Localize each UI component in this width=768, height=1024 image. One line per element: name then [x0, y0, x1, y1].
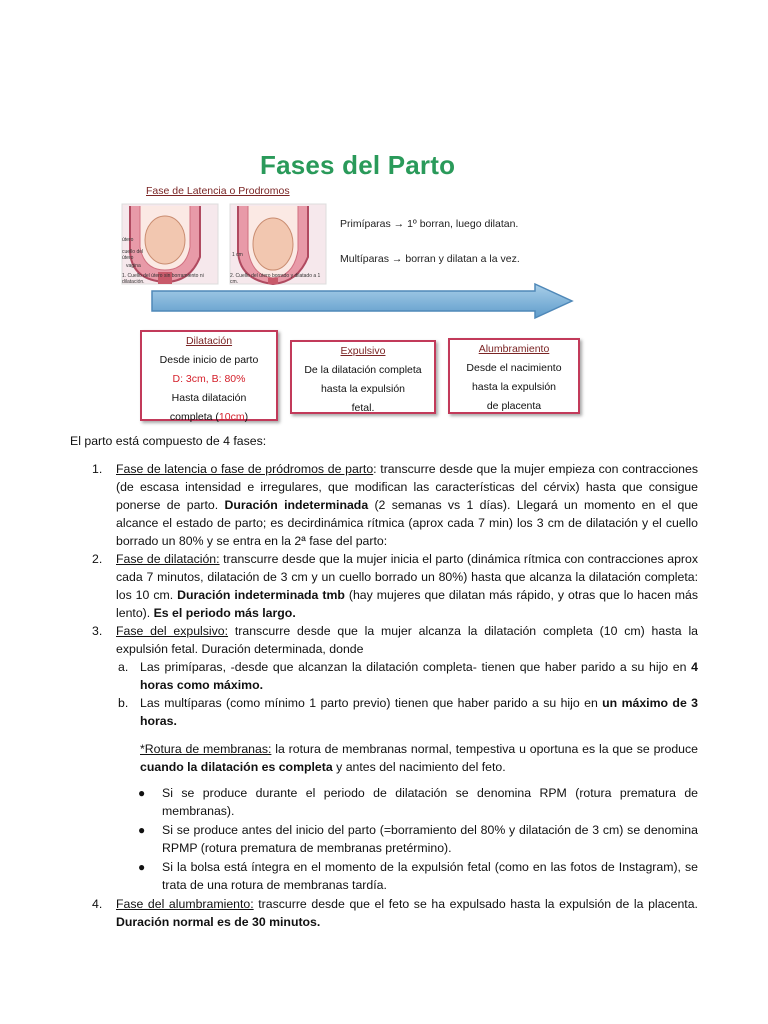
alumbramiento-box-line: de placenta: [486, 400, 542, 412]
list-item: [70, 550, 698, 622]
bullet-item: [116, 858, 698, 894]
dilatacion-box-text: ): [244, 411, 249, 423]
item-text: transcurre desde que la mujer inicia el parto (dinámica rítmica con contracciones aprox cada 7 minutos, dilatación de 3 cm y un cuello borrado un 80%) hasta que alcanza la dilatación completa: los 10 cm.: [116, 552, 698, 602]
timeline-arrow: [150, 282, 575, 320]
expulsivo-box-line: fetal.: [351, 402, 375, 414]
rotura-bold: cuando la dilatación es completa: [140, 760, 333, 774]
sub-item-letter: a.: [118, 660, 129, 674]
alumbramiento-box-title: Alumbramiento: [478, 343, 550, 355]
rotura-text: y antes del nacimiento del feto.: [332, 760, 506, 774]
rotura-paragraph: [140, 740, 698, 776]
alumbramiento-box-line: hasta la expulsión: [471, 381, 557, 393]
bullet-dot-icon: ●: [138, 786, 146, 800]
dilatacion-box-line: [142, 408, 276, 427]
dilatacion-box-line: Desde inicio de parto: [159, 354, 259, 366]
expulsivo-box: [290, 340, 436, 414]
sub-list: [116, 658, 698, 730]
list-item: [70, 895, 698, 931]
dilatacion-box-line: Hasta dilatación: [171, 392, 247, 404]
sub-list-item: [116, 694, 698, 730]
item-bold: Duración indeterminada tmb: [177, 588, 345, 602]
item-number: 2.: [92, 552, 103, 566]
phase-title: Fase de dilatación:: [116, 552, 220, 566]
item-text: (hay mujeres que dilatan más rápido, y otras que lo hacen más lento).: [116, 588, 698, 620]
multiparas-note: Multíparas → borran y dilatan a la vez.: [340, 253, 520, 265]
alumbramiento-box: [448, 338, 580, 414]
bullet-dot-icon: ●: [138, 823, 146, 837]
item-number: 3.: [92, 624, 103, 638]
item-text: : transcurre desde que la mujer empieza con contracciones (de escasa intensidad e irregulares, que modifican las características del cérvix) hasta que consigue ponerse de parto.: [116, 462, 698, 512]
expulsivo-box-title: Expulsivo: [340, 345, 386, 357]
dilatacion-box: [140, 330, 278, 421]
phases-list: [70, 460, 698, 931]
figure-title: Fases del Parto: [260, 150, 456, 180]
rotura-title: *Rotura de membranas:: [140, 742, 272, 756]
dilatacion-box-line: D: 3cm, B: 80%: [172, 373, 246, 385]
item-bold: Duración normal es de 30 minutos.: [116, 915, 321, 929]
sub-item-text: Las multíparas (como mínimo 1 parto previo) tienen que haber parido a su hijo en: [140, 696, 603, 710]
one-cm-label: 1 cm: [232, 252, 243, 258]
uterus-label: útero: [122, 237, 134, 243]
sub-item-text: Las primíparas, -desde que alcanzan la dilatación completa- tienen que haber parido a su hijo en: [140, 660, 692, 674]
sub-item-letter: b.: [118, 696, 129, 710]
expulsivo-box-line: hasta la expulsión: [320, 383, 406, 395]
latency-phase-label: Fase de Latencia o Prodromos: [146, 185, 290, 197]
bullet-item: [116, 821, 698, 857]
uterus-caption-2: 2. Cuello del útero borrado y dilatado a 1 cm.: [230, 273, 321, 285]
bullet-text: Si la bolsa está íntegra en el momento de la expulsión fetal (como en las fotos de Instagram), se trata de una rotura de membranas tardía.: [162, 860, 698, 892]
item-text: (2 semanas vs 1 días). Llegará un momento en el que alcance el estado de parto; es decirdinámica rítmica (aprox cada 7 min) los 3 cm de dilatación y el cuello borrado un 80% y se entra en la 2ª fase del parto:: [116, 498, 699, 548]
sub-item-bold: 4 horas como máximo.: [140, 660, 698, 692]
expulsivo-box-line: De la dilatación completa: [304, 364, 422, 376]
phase-title: Fase del alumbramiento:: [116, 897, 254, 911]
uterus-caption-1: 1. Cuello del útero sin borramiento ni dilatación.: [122, 273, 204, 285]
dilatacion-box-text: completa (: [169, 411, 219, 423]
cervix-label: cuello del útero: [122, 249, 144, 261]
item-number: 1.: [92, 462, 103, 476]
primiparas-note: Primíparas → 1º borran, luego dilatan.: [340, 218, 519, 230]
list-item: [70, 460, 698, 550]
rotura-text: la rotura de membranas normal, tempestiva u oportuna es la que se produce: [271, 742, 699, 756]
bullet-list: [116, 784, 698, 894]
bullet-dot-icon: ●: [138, 860, 146, 874]
bullet-text: Si se produce antes del inicio del parto (=borramiento del 80% y dilatación de 3 cm) se denomina RPMP (rotura prematura de membranas pretérmino).: [162, 823, 698, 855]
sub-item-bold: un máximo de 3 horas.: [140, 696, 698, 728]
phases-figure: [110, 140, 590, 425]
item-text: transcurre desde que la mujer alcanza la dilatación completa (10 cm) hasta la expulsión fetal. Duración determinada, donde: [116, 624, 699, 656]
dilatacion-box-cm: 10cm: [218, 411, 245, 423]
sub-list-item: [116, 658, 698, 694]
vagina-label: vagina: [126, 263, 141, 269]
item-bold: Es el periodo más largo.: [153, 606, 296, 620]
bullet-item: [116, 784, 698, 820]
list-item: [70, 622, 698, 894]
phase-title: Fase del expulsivo:: [116, 624, 229, 638]
phase-title: Fase de latencia o fase de pródromos de parto: [116, 462, 374, 476]
item-number: 4.: [92, 897, 103, 911]
item-bold: Duración indeterminada: [224, 498, 369, 512]
bullet-text: Si se produce durante el periodo de dilatación se denomina RPM (rotura prematura de membranas).: [162, 786, 698, 818]
dilatacion-box-title: Dilatación: [185, 335, 233, 347]
alumbramiento-box-line: Desde el nacimiento: [466, 362, 562, 374]
intro-text: El parto está compuesto de 4 fases:: [70, 434, 267, 448]
item-text: trascurre desde que el feto se ha expulsado hasta la expulsión de la placenta.: [253, 897, 698, 911]
